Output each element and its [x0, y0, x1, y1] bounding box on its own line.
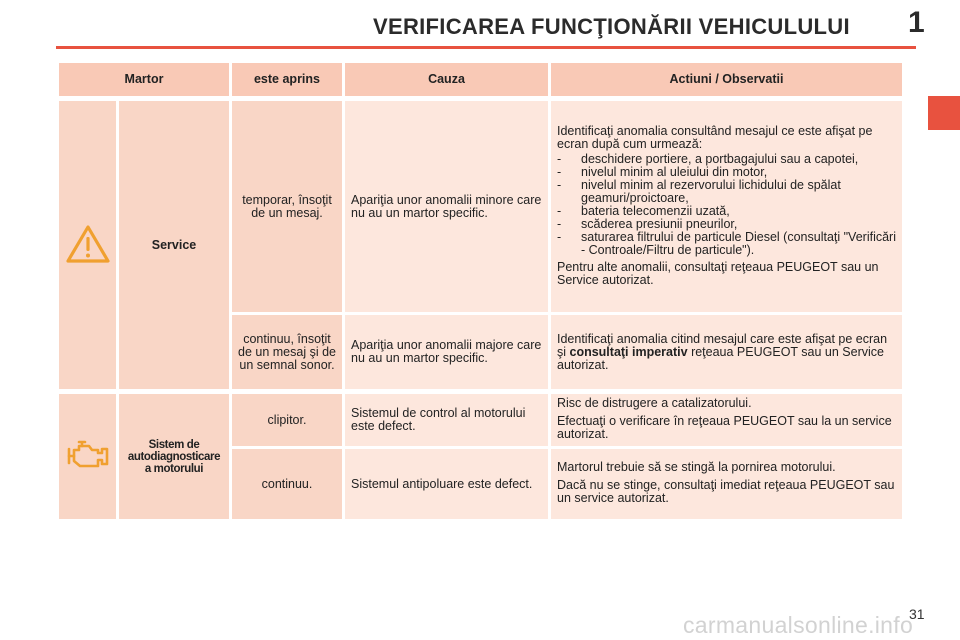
column-header-actions: Actiuni / Observatii [551, 63, 902, 96]
chapter-tab[interactable] [928, 96, 960, 130]
service-cause-major: Apariţia unor anomalii majore care nu au un martor specific. [345, 315, 548, 389]
page-title: VERIFICAREA FUNCŢIONĂRII VEHICULULUI [373, 14, 850, 39]
column-header-state: este aprins [232, 63, 342, 96]
engine-check-icon [67, 439, 109, 471]
engine-diagnostics-label: Sistem de autodiagnosticare a motorului [119, 394, 229, 519]
table-row [59, 394, 902, 446]
table-row [59, 101, 902, 312]
service-actions-major: Identificaţi anomalia citind mesajul care este afişat pe ecran şi consultaţi imperativ reţeaua PEUGEOT sau un Service autorizat. [551, 315, 902, 389]
engine-state-continuous: continuu. [232, 449, 342, 519]
anomaly-list [557, 153, 896, 257]
engine-actions-flashing: Risc de distrugere a catalizatorului. Efectuaţi o verificare în reţeaua PEUGEOT sau la un service autorizat. [551, 394, 902, 446]
list-item: - scăderea presiunii pneurilor, [557, 216, 738, 231]
list-item: - bateria telecomenzii uzată, [557, 203, 730, 218]
list-item: - nivelul minim al uleiului din motor, [557, 164, 768, 179]
table-header-row [59, 63, 902, 96]
action-outro: Pentru alte anomalii, consultaţi reţeaua PEUGEOT sau un Service autorizat. [557, 259, 879, 287]
engine-cause-control: Sistemul de control al motorului este defect. [345, 394, 548, 446]
header-divider [56, 46, 916, 49]
service-icon-cell [59, 101, 116, 389]
service-label: Service [119, 101, 229, 389]
service-state-temporary: temporar, însoţit de un mesaj. [232, 101, 342, 312]
engine-cause-antipollution: Sistemul antipoluare este defect. [345, 449, 548, 519]
list-item: - nivelul minim al rezervorului lichidului de spălat geamuri/proictoare, [557, 177, 841, 205]
column-header-cause: Cauza [345, 63, 548, 96]
engine-state-flashing: clipitor. [232, 394, 342, 446]
action-intro: Identificaţi anomalia consultând mesajul ce este afişat pe ecran după cum urmează: [557, 123, 873, 151]
service-actions-minor [551, 101, 902, 312]
warning-triangle-icon [65, 224, 111, 264]
column-header-martor: Martor [59, 63, 229, 96]
warning-lights-table [56, 63, 905, 519]
list-item: - saturarea filtrului de particule Diesel (consultaţi "Verificări - Controale/Filtru de particule"). [557, 229, 896, 257]
list-item: - deschidere portiere, a portbagajului sau a capotei, [557, 151, 859, 166]
service-state-continuous: continuu, însoţit de un mesaj şi de un semnal sonor. [232, 315, 342, 389]
emphasis-text: consultaţi imperativ [569, 344, 688, 359]
chapter-number: 1 [908, 6, 925, 39]
engine-icon-cell [59, 394, 116, 519]
engine-actions-continuous: Martorul trebuie să se stingă la pornirea motorului. Dacă nu se stinge, consultaţi imediat reţeaua PEUGEOT sau un service autorizat. [551, 449, 902, 519]
page-number: 31 [909, 606, 925, 622]
service-cause-minor: Apariţia unor anomalii minore care nu au un martor specific. [345, 101, 548, 312]
watermark: carmanualsonline.info [683, 612, 914, 638]
